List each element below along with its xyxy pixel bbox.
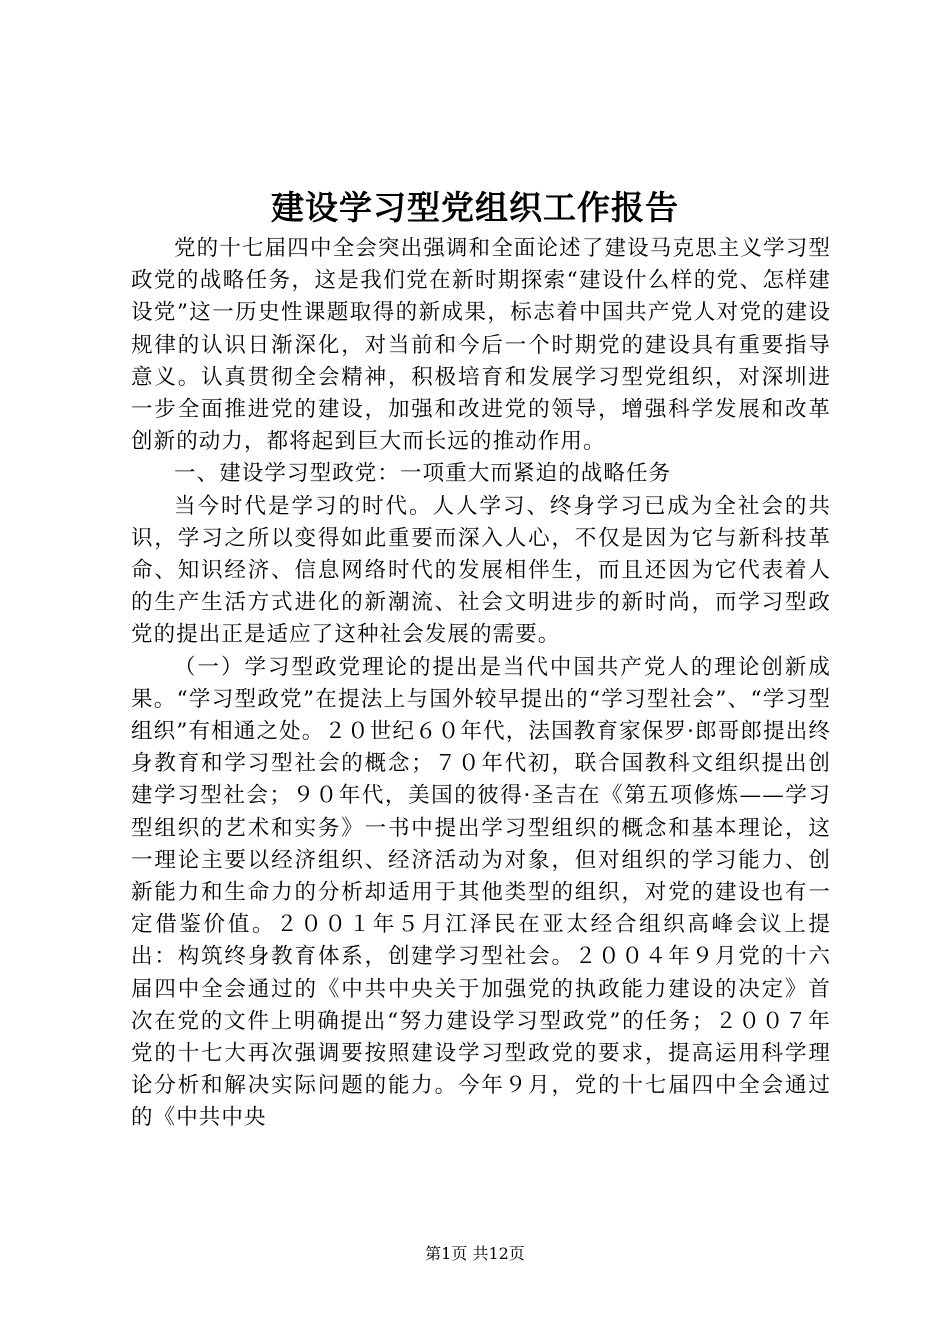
paragraph-theory-origin: （一）学习型政党理论的提出是当代中国共产党人的理论创新成果。“学习型政党”在提法上与国外较早提出的“学习型社会”、“学习型组织”有相通之处。２０世纪６０年代，法国教育家保罗·郎哥郎提出终身教育和学习型社会的概念；７０年代初，联合国教科文组织提出创建学习型社会；９０年代，美国的彼得·圣吉在《第五项修炼——学习型组织的艺术和实务》一书中提出学习型组织的概念和基本理论，这一理论主要以经济组织、经济活动为对象，但对组织的学习能力、创新能力和生命力的分析却适用于其他类型的组织，对党的建设也有一定借鉴价值。２００１年５月江泽民在亚太经合组织高峰会议上提出：构筑终身教育体系，创建学习型社会。２００４年９月党的十六届四中全会通过的《中共中央关于加强党的执政能力建设的决定》首次在党的文件上明确提出“努力建设学习型政党”的任务；２００７年党的十七大再次强调要按照建设学习型政党的要求，提高运用科学理论分析和解决实际问题的能力。今年９月，党的十七届四中全会通过的《中共中央 [131,654,831,1131]
section-heading-1: 一、建设学习型政党：一项重大而紧迫的战略任务 [174,461,672,487]
document-body [131,233,831,1135]
document-title: 建设学习型党组织工作报告 [271,188,679,227]
paragraph-era-of-learning: 当今时代是学习的时代。人人学习、终身学习已成为全社会的共识，学习之所以变得如此重要而深入人心，不仅是因为它与新科技革命、知识经济、信息网络时代的发展相伴生，而且还因为它代表着人的生产生活方式进化的新潮流、社会文明进步的新时尚，而学习型政党的提出正是适应了这种社会发展的需要。 [131,493,831,648]
page-number: 第1页 共12页 [425,1244,525,1263]
paragraph-intro: 党的十七届四中全会突出强调和全面论述了建设马克思主义学习型政党的战略任务，这是我们党在新时期探索“建设什么样的党、怎样建设党”这一历史性课题取得的新成果，标志着中国共产党人对党的建设规律的认识日渐深化，对当前和今后一个时期党的建设具有重要指导意义。认真贯彻全会精神，积极培育和发展学习型党组织，对深圳进一步全面推进党的建设，加强和改进党的领导，增强科学发展和改革创新的动力，都将起到巨大而长远的推动作用。 [131,236,831,455]
